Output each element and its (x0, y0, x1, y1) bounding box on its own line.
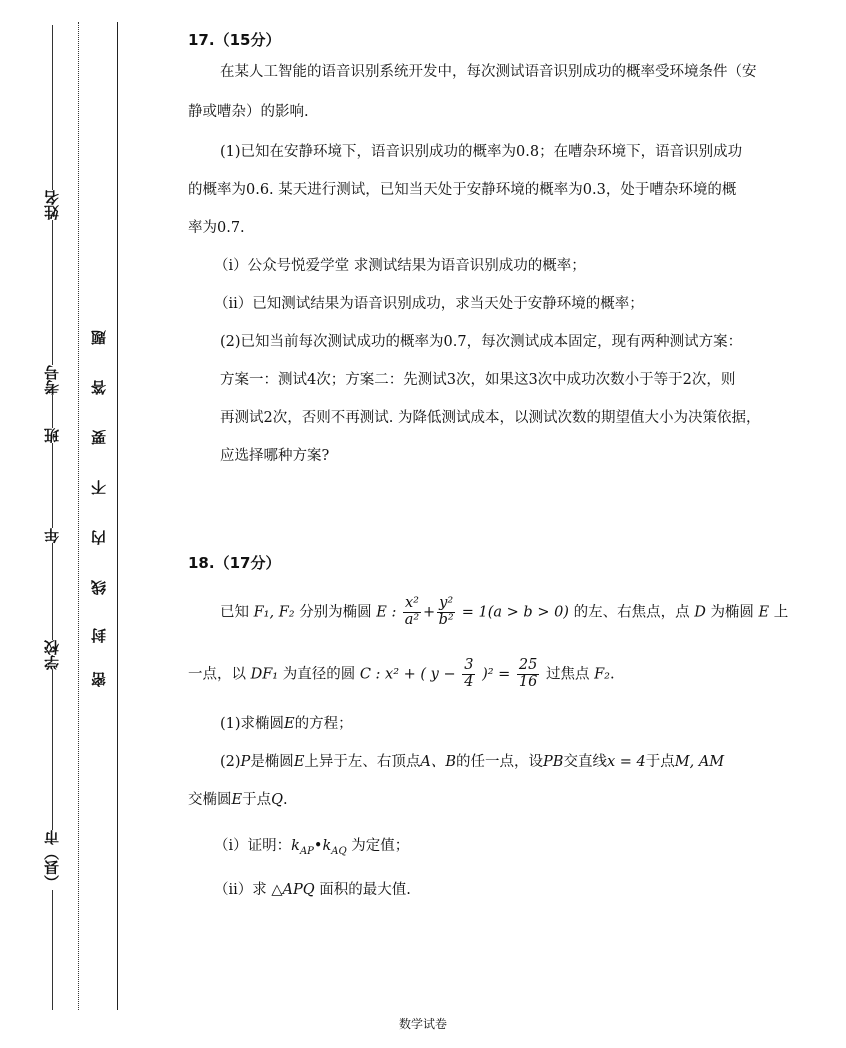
seal-char: 密 (90, 672, 108, 687)
point-m: M, AM (674, 754, 725, 770)
fraction-denominator: a² (404, 611, 420, 628)
q18-text: 于点 (242, 792, 272, 808)
fraction-numerator: x² (405, 595, 419, 611)
q18-sub-ii (214, 880, 411, 900)
seal-char: 答 (90, 380, 108, 395)
q18-sub-i (214, 836, 409, 859)
slope-subscript: AQ (331, 845, 347, 857)
q17-part2-line3: 再测试2次，否则不再测试. 为降低测试成本，以测试次数的期望值大小为决策依据， (220, 410, 761, 426)
period: . (282, 792, 288, 808)
seal-char: 题 (90, 330, 108, 345)
seal-dotted-line (78, 22, 79, 1010)
q17-intro-line1: 在某人工智能的语音识别系统开发中，每次测试语音识别成功的概率受环境条件（安 (220, 64, 757, 80)
fraction-denominator: 16 (518, 673, 538, 690)
focus-f2: F₂ (594, 666, 610, 683)
q18-text: 交直线 (563, 754, 607, 770)
q18-line1: 已知 F₁, F₂ 分别为椭圆 E : $\frac{\text{x²}}{\text{a²}}$ + $\frac{\text{y²}}{\text{b²}}$ = 1(a > b > 0) 的左、右焦点，点 D 为椭圆 E 上 (220, 595, 789, 628)
point-p: P (240, 754, 251, 770)
ellipse-e: E (293, 754, 305, 770)
q18-text: 的任一点，设 (456, 754, 544, 770)
name-label: 姓名 (43, 190, 61, 220)
q18-part2-line2 (188, 790, 288, 810)
q18-text: 于点 (645, 754, 675, 770)
binding-margin (0, 0, 125, 1048)
q18-text: 上 (773, 604, 789, 621)
fraction-numerator: 3 (464, 657, 474, 673)
q18-title: 18.（17分） (188, 554, 281, 572)
dot-operator: • (313, 838, 323, 854)
city-label: （县）市 (43, 830, 61, 890)
slope-subscript: AP (299, 845, 314, 857)
q17-sub-i: （i）公众号悦爱学堂 求测试结果为语音识别成功的概率； (214, 258, 586, 274)
q18-part1 (220, 714, 353, 734)
fraction-numerator: y² (439, 595, 454, 611)
q18-text: 为定值； (351, 838, 410, 854)
q18-line2 (188, 658, 615, 691)
seal-char: 内 (90, 530, 108, 545)
fraction-numerator: 25 (518, 657, 538, 673)
q18-text: 上异于左、右顶点 (304, 754, 421, 770)
q18-text: 一点，以 (188, 666, 246, 683)
q17-part2-line2: 方案一：测试4次；方案二：先测试3次，如果这3次中成功次数小于等于2次，则 (220, 372, 736, 388)
q18-text: (1)求椭圆 (220, 716, 285, 732)
q18-text: 是椭圆 (250, 754, 294, 770)
circle-equation: C : x² + ( y − (359, 666, 456, 683)
ellipse-e: E (758, 604, 770, 621)
page-footer: 数学试卷 (398, 1017, 447, 1031)
seal-char: 封 (90, 628, 108, 643)
q18-text: （ii）求 (214, 882, 267, 898)
q17-part1-line1: (1)已知在安静环境下，语音识别成功的概率为0.8；在嘈杂环境下，语音识别成功 (220, 144, 743, 160)
seal-char: 线 (90, 580, 108, 595)
fraction (517, 658, 539, 691)
grade-label: 年 (43, 528, 61, 543)
line-x4: x = 4 (606, 754, 646, 770)
fraction-denominator: 4 (464, 673, 474, 690)
seal-char: 要 (90, 430, 108, 445)
school-label: 学校 (43, 640, 61, 670)
q17-title: 17.（15分） (188, 31, 281, 49)
q18-text: 的左、右焦点，点 (573, 604, 690, 621)
segment-pb: PB (543, 754, 564, 770)
seal-char: 不 (90, 480, 108, 495)
q18-text: 交椭圆 (188, 792, 232, 808)
q18-part2-line1 (220, 752, 724, 772)
point-d: D (694, 604, 706, 621)
q17-sub-ii: （ii）已知测试结果为语音识别成功，求当天处于安静环境的概率； (214, 296, 644, 312)
vertices-ab: A、B (420, 754, 457, 770)
triangle-apq: △APQ (271, 882, 315, 898)
ellipse-condition: = 1(a > b > 0) (461, 604, 569, 621)
slope-k: k (322, 838, 332, 854)
q17-part1-line3: 率为0.7. (188, 220, 245, 236)
ellipse-e: E (284, 716, 295, 732)
q18-text: (2) (220, 754, 241, 770)
ellipse-e: E (231, 792, 243, 808)
q17-part2-line1: (2)已知当前每次测试成功的概率为0.7，每次测试成本固定，现有两种测试方案： (220, 334, 743, 350)
q18-text: 已知 (220, 604, 249, 621)
q18-text: 分别为椭圆 (299, 604, 372, 621)
q18-text: （i）证明： (214, 838, 292, 854)
q18-text: 为椭圆 (710, 604, 754, 621)
q18-text: 过焦点 (545, 666, 590, 683)
q18-text: 面积的最大值. (319, 882, 411, 898)
q18-foci: F₁, F₂ (253, 604, 295, 621)
class-label: 班 (43, 428, 61, 443)
period: . (609, 666, 615, 683)
q18-text: 为直径的圆 (282, 666, 356, 683)
q17-part1-line2: 的概率为0.6. 某天进行测试，已知当天处于安静环境的概率为0.3，处于嘈杂环境的概 (188, 182, 737, 198)
fraction (462, 658, 475, 691)
q17-part2-line4: 应选择哪种方案? (220, 448, 330, 464)
point-q: Q (271, 792, 283, 808)
q18-text: 的方程； (294, 716, 353, 732)
q17-intro-line2: 静或嘈杂）的影响. (188, 104, 309, 120)
q18-ellipse-name: E : (376, 604, 397, 621)
fraction-denominator: b² (438, 611, 454, 628)
slope-k: k (291, 838, 300, 854)
exam-no-label: 考号 (43, 365, 61, 395)
margin-border-line (117, 22, 118, 1010)
fraction (403, 596, 421, 629)
circle-equation: )² = (482, 666, 511, 683)
segment-df1: DF₁ (250, 666, 279, 683)
fraction (437, 596, 455, 629)
